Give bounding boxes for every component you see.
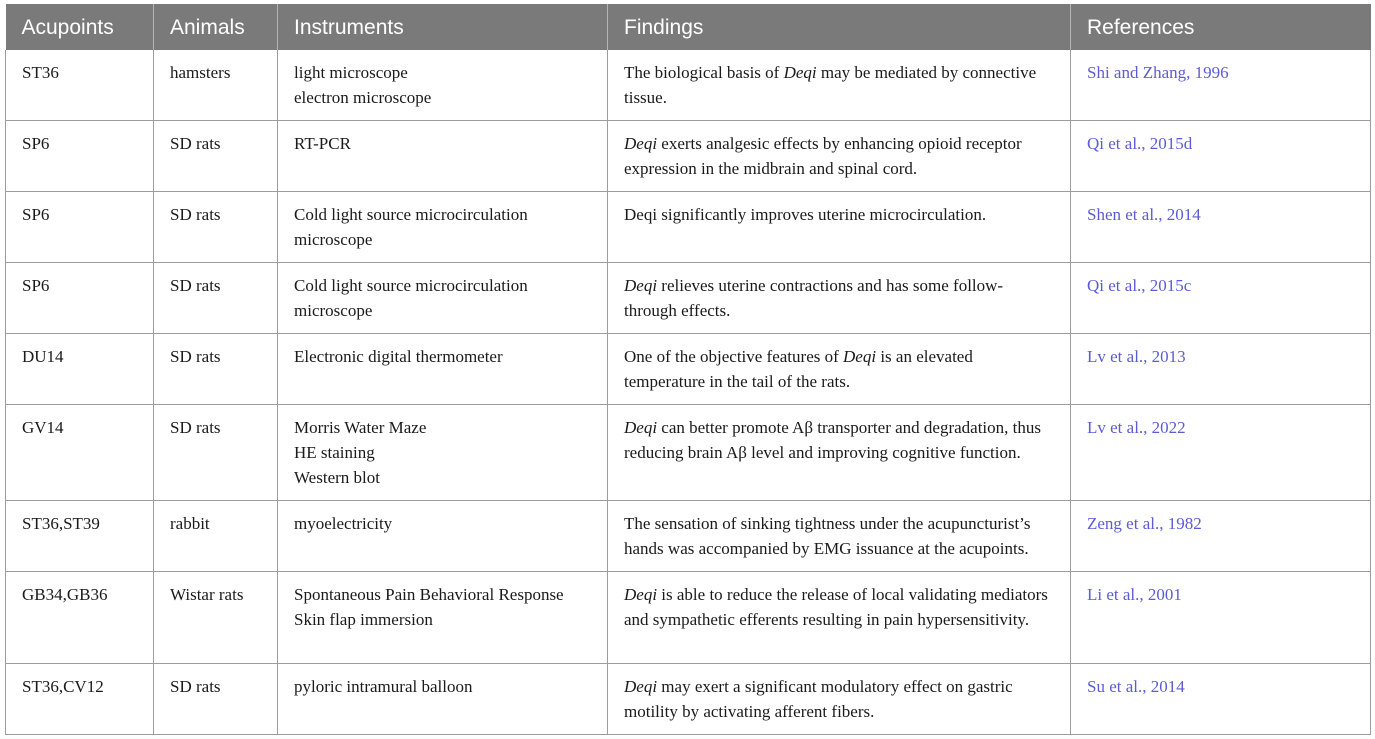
acupoints-table (5, 4, 1371, 735)
findings-deqi: Deqi (624, 134, 658, 153)
cell-findings (608, 50, 1071, 121)
cell-findings (608, 664, 1071, 735)
instrument-item: HE staining (294, 443, 375, 462)
findings-text: may be mediated by connective tissue. (624, 63, 1037, 107)
cell-instruments (278, 572, 608, 664)
cell-findings (608, 405, 1071, 501)
cell-findings (608, 192, 1071, 263)
findings-deqi: Deqi (843, 347, 877, 366)
cell-animals: rabbit (154, 501, 278, 572)
instrument-item: electron microscope (294, 88, 432, 107)
cell-animals: SD rats (154, 334, 278, 405)
table-row (6, 664, 1371, 735)
cell-acupoints: SP6 (6, 263, 154, 334)
reference-link[interactable]: Lv et al., 2022 (1071, 405, 1371, 501)
reference-link[interactable]: Shi and Zhang, 1996 (1071, 50, 1371, 121)
instrument-item: Skin flap immersion (294, 610, 433, 629)
cell-acupoints: SP6 (6, 121, 154, 192)
cell-findings (608, 121, 1071, 192)
instrument-item: myoelectricity (294, 514, 393, 533)
cell-instruments (278, 263, 608, 334)
header-row (6, 4, 1371, 50)
instrument-item: RT-PCR (294, 134, 351, 153)
cell-animals: SD rats (154, 664, 278, 735)
reference-link[interactable]: Zeng et al., 1982 (1071, 501, 1371, 572)
table-row (6, 405, 1371, 501)
findings-text: relieves uterine contractions and has some follow-through effects. (624, 276, 1004, 320)
table-row (6, 501, 1371, 572)
table-row (6, 572, 1371, 664)
reference-link[interactable]: Qi et al., 2015c (1071, 263, 1371, 334)
table-row (6, 50, 1371, 121)
findings-text: is able to reduce the release of local validating mediators and sympathetic efferents resulting in pain hypersensitivity. (624, 585, 1048, 629)
findings-text: can better promote Aβ transporter and degradation, thus reducing brain Aβ level and improving cognitive function. (624, 418, 1041, 462)
table-row (6, 334, 1371, 405)
cell-instruments (278, 405, 608, 501)
table-row (6, 121, 1371, 192)
cell-acupoints: ST36,CV12 (6, 664, 154, 735)
findings-text: The sensation of sinking tightness under the acupuncturist’s hands was accompanied by EMG issuance at the acupoints. (624, 514, 1031, 558)
header-instruments: Instruments (278, 4, 608, 50)
findings-text: may exert a significant modulatory effect on gastric motility by activating afferent fibers. (624, 677, 1013, 721)
cell-acupoints: GV14 (6, 405, 154, 501)
table-row (6, 192, 1371, 263)
cell-animals: SD rats (154, 121, 278, 192)
cell-acupoints: ST36,ST39 (6, 501, 154, 572)
cell-acupoints: GB34,GB36 (6, 572, 154, 664)
cell-findings (608, 572, 1071, 664)
cell-animals: SD rats (154, 405, 278, 501)
cell-animals: SD rats (154, 263, 278, 334)
instrument-item: Electronic digital thermometer (294, 347, 503, 366)
reference-link[interactable]: Shen et al., 2014 (1071, 192, 1371, 263)
instrument-item: Spontaneous Pain Behavioral Response (294, 585, 564, 604)
instrument-item: Morris Water Maze (294, 418, 427, 437)
header-animals: Animals (154, 4, 278, 50)
cell-instruments (278, 501, 608, 572)
cell-instruments (278, 50, 608, 121)
instrument-item: Cold light source microcirculation microscope (294, 205, 528, 249)
cell-instruments (278, 192, 608, 263)
table-body (6, 50, 1371, 735)
instrument-item: Cold light source microcirculation microscope (294, 276, 528, 320)
cell-instruments (278, 664, 608, 735)
cell-acupoints: SP6 (6, 192, 154, 263)
reference-link[interactable]: Qi et al., 2015d (1071, 121, 1371, 192)
findings-deqi: Deqi (624, 276, 658, 295)
table-header (6, 4, 1371, 50)
cell-findings (608, 334, 1071, 405)
instrument-item: Western blot (294, 468, 380, 487)
table-row (6, 263, 1371, 334)
cell-animals: hamsters (154, 50, 278, 121)
instrument-item: light microscope (294, 63, 408, 82)
cell-animals: SD rats (154, 192, 278, 263)
findings-deqi: Deqi (624, 677, 658, 696)
reference-link[interactable]: Lv et al., 2013 (1071, 334, 1371, 405)
cell-acupoints: DU14 (6, 334, 154, 405)
findings-text: is an elevated temperature in the tail of the rats. (624, 347, 973, 391)
reference-link[interactable]: Li et al., 2001 (1071, 572, 1371, 664)
findings-text: Deqi significantly improves uterine microcirculation. (624, 205, 987, 224)
cell-animals: Wistar rats (154, 572, 278, 664)
findings-deqi: Deqi (624, 418, 658, 437)
cell-instruments (278, 121, 608, 192)
header-references: References (1071, 4, 1371, 50)
instrument-item: pyloric intramural balloon (294, 677, 473, 696)
header-findings: Findings (608, 4, 1071, 50)
cell-instruments (278, 334, 608, 405)
findings-deqi: Deqi (783, 63, 817, 82)
cell-findings (608, 263, 1071, 334)
findings-text: One of the objective features of (624, 347, 844, 366)
reference-link[interactable]: Su et al., 2014 (1071, 664, 1371, 735)
header-acupoints: Acupoints (6, 4, 154, 50)
cell-acupoints: ST36 (6, 50, 154, 121)
findings-text: exerts analgesic effects by enhancing opioid receptor expression in the midbrain and spinal cord. (624, 134, 1022, 178)
findings-text: The biological basis of (624, 63, 784, 82)
cell-findings (608, 501, 1071, 572)
findings-deqi: Deqi (624, 585, 658, 604)
